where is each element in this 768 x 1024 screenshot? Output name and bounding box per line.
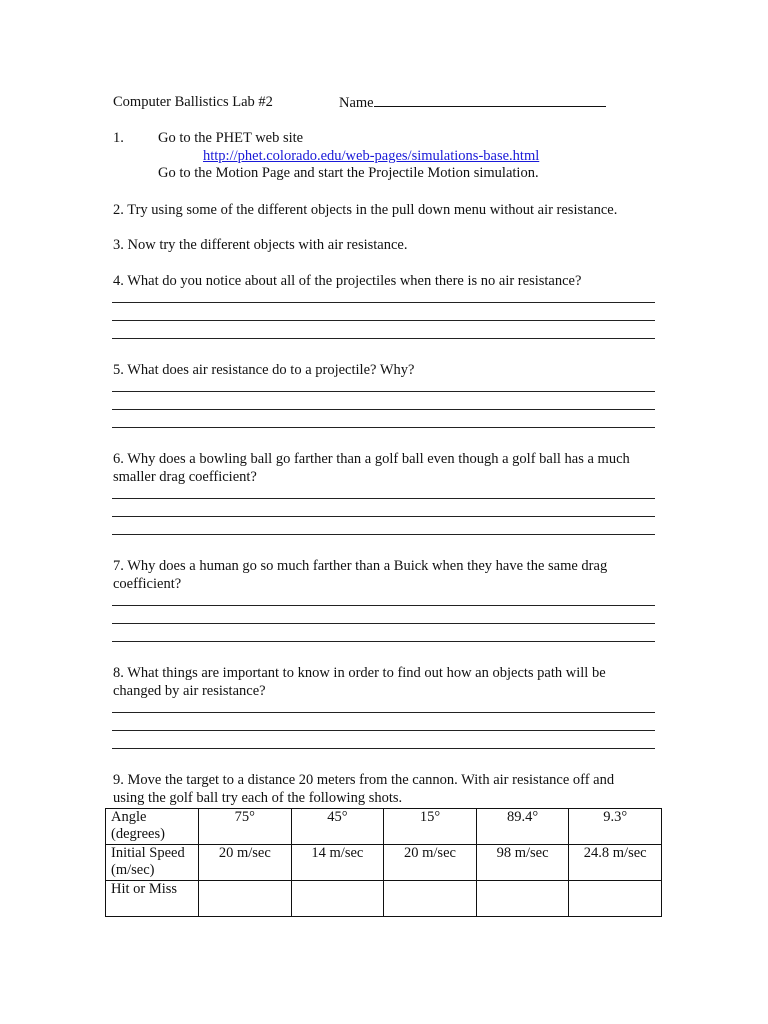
answer-line-q6-3[interactable] (112, 534, 655, 535)
question-9-line1: 9. Move the target to a distance 20 meters from the cannon. With air resistance off and (113, 772, 615, 788)
item1-line1: Go to the PHET web site (158, 130, 304, 146)
question-6-line2: smaller drag coefficient? (113, 469, 257, 485)
table-row (106, 845, 662, 881)
name-field-row (339, 93, 606, 112)
phet-link[interactable]: http://phet.colorado.edu/web-pages/simulations-base.html (203, 148, 540, 164)
worksheet-title: Computer Ballistics Lab #2 (113, 94, 273, 110)
answer-line-q4-1[interactable] (112, 302, 655, 303)
hit-miss-cell[interactable] (199, 881, 292, 917)
hit-miss-cell[interactable] (569, 881, 662, 917)
answer-line-q7-2[interactable] (112, 623, 655, 624)
question-9-line2: using the golf ball try each of the following shots. (113, 790, 403, 806)
row-header-angle (106, 809, 199, 845)
question-6-line1: 6. Why does a bowling ball go farther than a golf ball even though a golf ball has a much (113, 451, 630, 467)
answer-line-q7-1[interactable] (112, 605, 655, 606)
header-line: Initial Speed (111, 845, 185, 861)
table-cell: 45° (291, 809, 384, 845)
table-cell: 75° (199, 809, 292, 845)
answer-line-q8-3[interactable] (112, 748, 655, 749)
question-3: 3. Now try the different objects with air resistance. (113, 237, 408, 253)
shots-table (105, 808, 662, 917)
table-cell: 20 m/sec (199, 845, 292, 881)
question-8-line1: 8. What things are important to know in order to find out how an objects path will be (113, 665, 606, 681)
question-7-line1: 7. Why does a human go so much farther than a Buick when they have the same drag (113, 558, 608, 574)
header-line: Hit or Miss (111, 881, 178, 897)
table-row (106, 809, 662, 845)
answer-line-q4-2[interactable] (112, 320, 655, 321)
hit-miss-cell[interactable] (384, 881, 477, 917)
item1-number: 1. (113, 130, 124, 146)
table-cell: 98 m/sec (476, 845, 569, 881)
row-header-initial-speed (106, 845, 199, 881)
answer-line-q8-1[interactable] (112, 712, 655, 713)
question-8-line2: changed by air resistance? (113, 683, 266, 699)
name-blank[interactable] (374, 93, 606, 107)
table-cell: 14 m/sec (291, 845, 384, 881)
table-cell: 89.4° (476, 809, 569, 845)
table-cell: 9.3° (569, 809, 662, 845)
answer-line-q8-2[interactable] (112, 730, 655, 731)
answer-line-q4-3[interactable] (112, 338, 655, 339)
table-cell: 15° (384, 809, 477, 845)
answer-line-q7-3[interactable] (112, 641, 655, 642)
question-5: 5. What does air resistance do to a projectile? Why? (113, 362, 415, 378)
table-cell: 24.8 m/sec (569, 845, 662, 881)
header-line: (m/sec) (111, 862, 155, 878)
question-7-line2: coefficient? (113, 576, 182, 592)
header-line: (degrees) (111, 826, 165, 842)
item1-line3: Go to the Motion Page and start the Projectile Motion simulation. (158, 165, 539, 181)
question-2: 2. Try using some of the different objects in the pull down menu without air resistance. (113, 202, 618, 218)
hit-miss-cell[interactable] (476, 881, 569, 917)
answer-line-q6-2[interactable] (112, 516, 655, 517)
question-4: 4. What do you notice about all of the projectiles when there is no air resistance? (113, 273, 582, 289)
answer-line-q5-3[interactable] (112, 427, 655, 428)
row-header-hit-or-miss (106, 881, 199, 917)
header-line: Angle (111, 809, 147, 825)
table-row (106, 881, 662, 917)
answer-line-q5-1[interactable] (112, 391, 655, 392)
answer-line-q5-2[interactable] (112, 409, 655, 410)
hit-miss-cell[interactable] (291, 881, 384, 917)
name-label: Name (339, 95, 374, 111)
answer-line-q6-1[interactable] (112, 498, 655, 499)
table-cell: 20 m/sec (384, 845, 477, 881)
